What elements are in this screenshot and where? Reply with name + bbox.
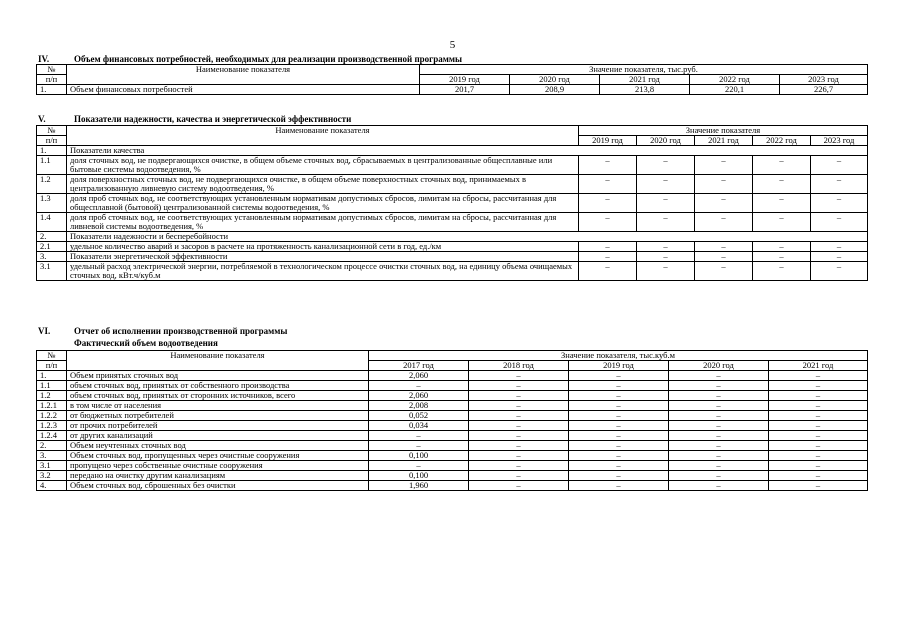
row-name: Объем сточных вод, сброшенных без очистки xyxy=(67,481,369,491)
table-row xyxy=(37,213,868,232)
row-name: от прочих потребителей xyxy=(67,421,369,431)
wastewater-volume-table xyxy=(36,350,868,491)
row-number: 1.2.4 xyxy=(37,431,67,441)
row-value: – xyxy=(769,431,868,441)
section5-title: Показатели надежности, качества и энергетической эффективности xyxy=(74,114,352,124)
row-value: – xyxy=(769,371,868,381)
section6-number: VI. xyxy=(38,326,51,336)
row-value: – xyxy=(369,441,469,451)
row-number: 3. xyxy=(37,451,67,461)
row-value: – xyxy=(769,381,868,391)
row-value: – xyxy=(579,175,637,194)
row-value: – xyxy=(569,431,669,441)
row-value: 220,1 xyxy=(690,85,780,95)
row-value: – xyxy=(369,431,469,441)
row-value: – xyxy=(369,381,469,391)
section5-number: V. xyxy=(38,114,46,124)
row-value: – xyxy=(669,411,769,421)
year-header: 2021 год xyxy=(695,136,753,146)
table-row xyxy=(37,175,868,194)
row-number: 3.2 xyxy=(37,471,67,481)
row-name: удельный расход электрической энергии, потребляемой в технологическом процессе очистки сточных вод, на единицу объема очищаемых сточных вод, кВт.ч/куб.м xyxy=(67,262,579,281)
year-header: 2022 год xyxy=(753,136,811,146)
row-number: 1. xyxy=(37,371,67,381)
year-header: 2021 год xyxy=(600,75,690,85)
year-header: 2020 год xyxy=(637,136,695,146)
table-row xyxy=(37,451,868,461)
row-value: – xyxy=(753,252,811,262)
row-value: – xyxy=(811,252,868,262)
row-number: 1.2.3 xyxy=(37,421,67,431)
row-value: 226,7 xyxy=(780,85,868,95)
row-name: Объем неучтенных сточных вод xyxy=(67,441,369,451)
row-name: от бюджетных потребителей xyxy=(67,411,369,421)
row-value: – xyxy=(753,262,811,281)
row-value: – xyxy=(769,411,868,421)
row-value: – xyxy=(769,401,868,411)
row-value: – xyxy=(753,194,811,213)
row-number: 1.3 xyxy=(37,194,67,213)
row-value: 201,7 xyxy=(420,85,510,95)
row-value: – xyxy=(469,441,569,451)
row-name: Объем принятых сточных вод xyxy=(67,371,369,381)
table-row xyxy=(37,194,868,213)
row-name: удельное количество аварий и засоров в расчете на протяженность канализационной сети в год, ед./км xyxy=(67,242,579,252)
table-row xyxy=(37,232,868,242)
row-value: – xyxy=(811,262,868,281)
row-value: – xyxy=(569,451,669,461)
row-value: – xyxy=(637,242,695,252)
row-value: – xyxy=(753,156,811,175)
row-value: – xyxy=(695,252,753,262)
row-value: – xyxy=(469,421,569,431)
table-row xyxy=(37,441,868,451)
row-value: – xyxy=(569,391,669,401)
table-row xyxy=(37,85,868,95)
row-value: – xyxy=(769,391,868,401)
row-value: – xyxy=(669,371,769,381)
row-number: 4. xyxy=(37,481,67,491)
row-name: доля поверхностных сточных вод, не подвергающихся очистке, в общем объеме поверхностных сточных вод, принимаемых в централизованную ливневую систему водоотведения, % xyxy=(67,175,579,194)
row-name: Объем финансовых потребностей xyxy=(67,85,420,95)
row-value: – xyxy=(569,471,669,481)
row-name: Показатели надежности и бесперебойности xyxy=(67,232,868,242)
row-value: – xyxy=(695,175,753,194)
year-header: 2021 год xyxy=(769,361,868,371)
row-value: – xyxy=(579,194,637,213)
financial-needs-table xyxy=(36,64,868,95)
row-value: 0,034 xyxy=(369,421,469,431)
row-value: – xyxy=(769,451,868,461)
row-name: Показатели качества xyxy=(67,146,868,156)
row-value: – xyxy=(695,194,753,213)
row-number: 2.1 xyxy=(37,242,67,252)
row-value: – xyxy=(469,481,569,491)
row-value: – xyxy=(695,242,753,252)
row-value: – xyxy=(469,371,569,381)
row-value: – xyxy=(469,401,569,411)
header-name: Наименование показателя xyxy=(67,126,579,146)
row-value: – xyxy=(569,371,669,381)
table-row xyxy=(37,411,868,421)
table-row xyxy=(37,461,868,471)
row-value: – xyxy=(569,411,669,421)
section4-title: Объем финансовых потребностей, необходимых для реализации производственной программы xyxy=(74,54,463,64)
row-value: – xyxy=(569,381,669,391)
table-row xyxy=(37,431,868,441)
row-value: – xyxy=(569,401,669,411)
header-value: Значение показателя, тыс.куб.м xyxy=(369,351,868,361)
row-value: 0,052 xyxy=(369,411,469,421)
row-value: – xyxy=(569,461,669,471)
row-name: в том числе от населения xyxy=(67,401,369,411)
section6-heading xyxy=(38,326,287,336)
year-header: 2017 год xyxy=(369,361,469,371)
row-value: – xyxy=(669,481,769,491)
year-header: 2018 год xyxy=(469,361,569,371)
row-value: – xyxy=(579,242,637,252)
row-value: – xyxy=(669,391,769,401)
header-value: Значение показателя, тыс.руб. xyxy=(420,65,868,75)
row-value: – xyxy=(695,262,753,281)
row-value: – xyxy=(669,441,769,451)
row-value: – xyxy=(637,213,695,232)
table-row xyxy=(37,156,868,175)
row-value: – xyxy=(637,194,695,213)
row-name: от других канализаций xyxy=(67,431,369,441)
row-value: – xyxy=(669,471,769,481)
row-value: – xyxy=(769,441,868,451)
header-name: Наименование показателя xyxy=(67,351,369,371)
table-row xyxy=(37,391,868,401)
row-name: Показатели энергетической эффективности xyxy=(67,252,579,262)
row-value: – xyxy=(469,451,569,461)
year-header: 2019 год xyxy=(579,136,637,146)
row-value: – xyxy=(469,391,569,401)
row-value: – xyxy=(637,262,695,281)
header-name: Наименование показателя xyxy=(67,65,420,85)
table-row xyxy=(37,421,868,431)
table-row xyxy=(37,252,868,262)
header-num: № xyxy=(37,126,67,136)
header-num: № xyxy=(37,65,67,75)
year-header: 2022 год xyxy=(690,75,780,85)
row-value: – xyxy=(469,411,569,421)
row-value: – xyxy=(695,156,753,175)
row-value: 0,100 xyxy=(369,471,469,481)
table-row xyxy=(37,381,868,391)
row-number: 1. xyxy=(37,85,67,95)
row-value: – xyxy=(695,213,753,232)
row-value: – xyxy=(769,471,868,481)
row-name: объем сточных вод, принятых от собственного производства xyxy=(67,381,369,391)
row-value: – xyxy=(753,242,811,252)
row-value: – xyxy=(669,451,769,461)
row-value: – xyxy=(569,421,669,431)
row-value: – xyxy=(669,421,769,431)
header-num-sub: п/п xyxy=(37,136,67,146)
row-number: 1.1 xyxy=(37,381,67,391)
row-value: – xyxy=(579,252,637,262)
row-value: – xyxy=(769,421,868,431)
header-num: № xyxy=(37,351,67,361)
table-row xyxy=(37,262,868,281)
section6-subtitle: Фактический объем водоотведения xyxy=(74,338,218,348)
page-number: 5 xyxy=(449,39,456,51)
table-row xyxy=(37,371,868,381)
row-value: – xyxy=(369,461,469,471)
reliability-indicators-table xyxy=(36,125,868,281)
row-number: 3.1 xyxy=(37,461,67,471)
row-value: – xyxy=(579,262,637,281)
row-value: – xyxy=(811,213,868,232)
row-value: – xyxy=(669,401,769,411)
row-number: 3. xyxy=(37,252,67,262)
row-value: – xyxy=(753,175,811,194)
row-value: – xyxy=(811,194,868,213)
row-name: передано на очистку другим канализациям xyxy=(67,471,369,481)
section6-title: Отчет об исполнении производственной программы xyxy=(74,326,288,336)
row-number: 1.2 xyxy=(37,391,67,401)
row-value: – xyxy=(469,471,569,481)
row-value: 213,8 xyxy=(600,85,690,95)
row-value: – xyxy=(637,156,695,175)
section4-heading xyxy=(38,54,462,64)
row-name: пропущено через собственные очистные сооружения xyxy=(67,461,369,471)
row-number: 1.4 xyxy=(37,213,67,232)
row-name: доля сточных вод, не подвергающихся очистке, в общем объеме сточных вод, сбрасываемых в централизованные общесплавные или бытовые системы водоотведения, % xyxy=(67,156,579,175)
row-value: 2,060 xyxy=(369,371,469,381)
table-row xyxy=(37,481,868,491)
row-value: – xyxy=(637,175,695,194)
table-row xyxy=(37,401,868,411)
row-value: – xyxy=(569,481,669,491)
row-value: 1,960 xyxy=(369,481,469,491)
row-value: – xyxy=(469,431,569,441)
header-num-sub: п/п xyxy=(37,361,67,371)
year-header: 2023 год xyxy=(780,75,868,85)
row-value: 208,9 xyxy=(510,85,600,95)
row-name: доля проб сточных вод, не соответствующих установленным нормативам допустимых сбросов, лимитам на сбросы, рассчитанная для ливневой системы водоотведения, % xyxy=(67,213,579,232)
year-header: 2023 год xyxy=(811,136,868,146)
header-value: Значение показателя xyxy=(579,126,868,136)
row-number: 1.2.1 xyxy=(37,401,67,411)
row-value: – xyxy=(769,481,868,491)
row-value: – xyxy=(669,461,769,471)
row-value: – xyxy=(669,431,769,441)
row-value: – xyxy=(469,381,569,391)
table-row xyxy=(37,471,868,481)
row-number: 1. xyxy=(37,146,67,156)
row-value: – xyxy=(811,242,868,252)
row-number: 1.1 xyxy=(37,156,67,175)
header-num-sub: п/п xyxy=(37,75,67,85)
row-value: – xyxy=(579,156,637,175)
row-value: – xyxy=(637,252,695,262)
row-value: – xyxy=(579,213,637,232)
year-header: 2019 год xyxy=(569,361,669,371)
row-name: Объем сточных вод, пропущенных через очистные сооружения xyxy=(67,451,369,461)
row-number: 3.1 xyxy=(37,262,67,281)
row-name: доля проб сточных вод, не соответствующих установленным нормативам допустимых сбросов, лимитам на сбросы, рассчитанная для общесплавной (бытовой) централизованной системы водоотведения, % xyxy=(67,194,579,213)
year-header: 2020 год xyxy=(510,75,600,85)
section5-heading xyxy=(38,114,351,124)
row-value: 2,008 xyxy=(369,401,469,411)
row-number: 1.2 xyxy=(37,175,67,194)
row-value: – xyxy=(669,381,769,391)
row-value: – xyxy=(811,156,868,175)
year-header: 2019 год xyxy=(420,75,510,85)
table-row xyxy=(37,242,868,252)
row-value: – xyxy=(811,175,868,194)
section4-number: IV. xyxy=(38,54,50,64)
row-number: 1.2.2 xyxy=(37,411,67,421)
row-value: – xyxy=(469,461,569,471)
row-value: – xyxy=(569,441,669,451)
row-number: 2. xyxy=(37,232,67,242)
row-value: 2,060 xyxy=(369,391,469,401)
row-number: 2. xyxy=(37,441,67,451)
row-name: объем сточных вод, принятых от сторонних источников, всего xyxy=(67,391,369,401)
row-value: 0,100 xyxy=(369,451,469,461)
row-value: – xyxy=(753,213,811,232)
row-value: – xyxy=(769,461,868,471)
table-row xyxy=(37,146,868,156)
year-header: 2020 год xyxy=(669,361,769,371)
